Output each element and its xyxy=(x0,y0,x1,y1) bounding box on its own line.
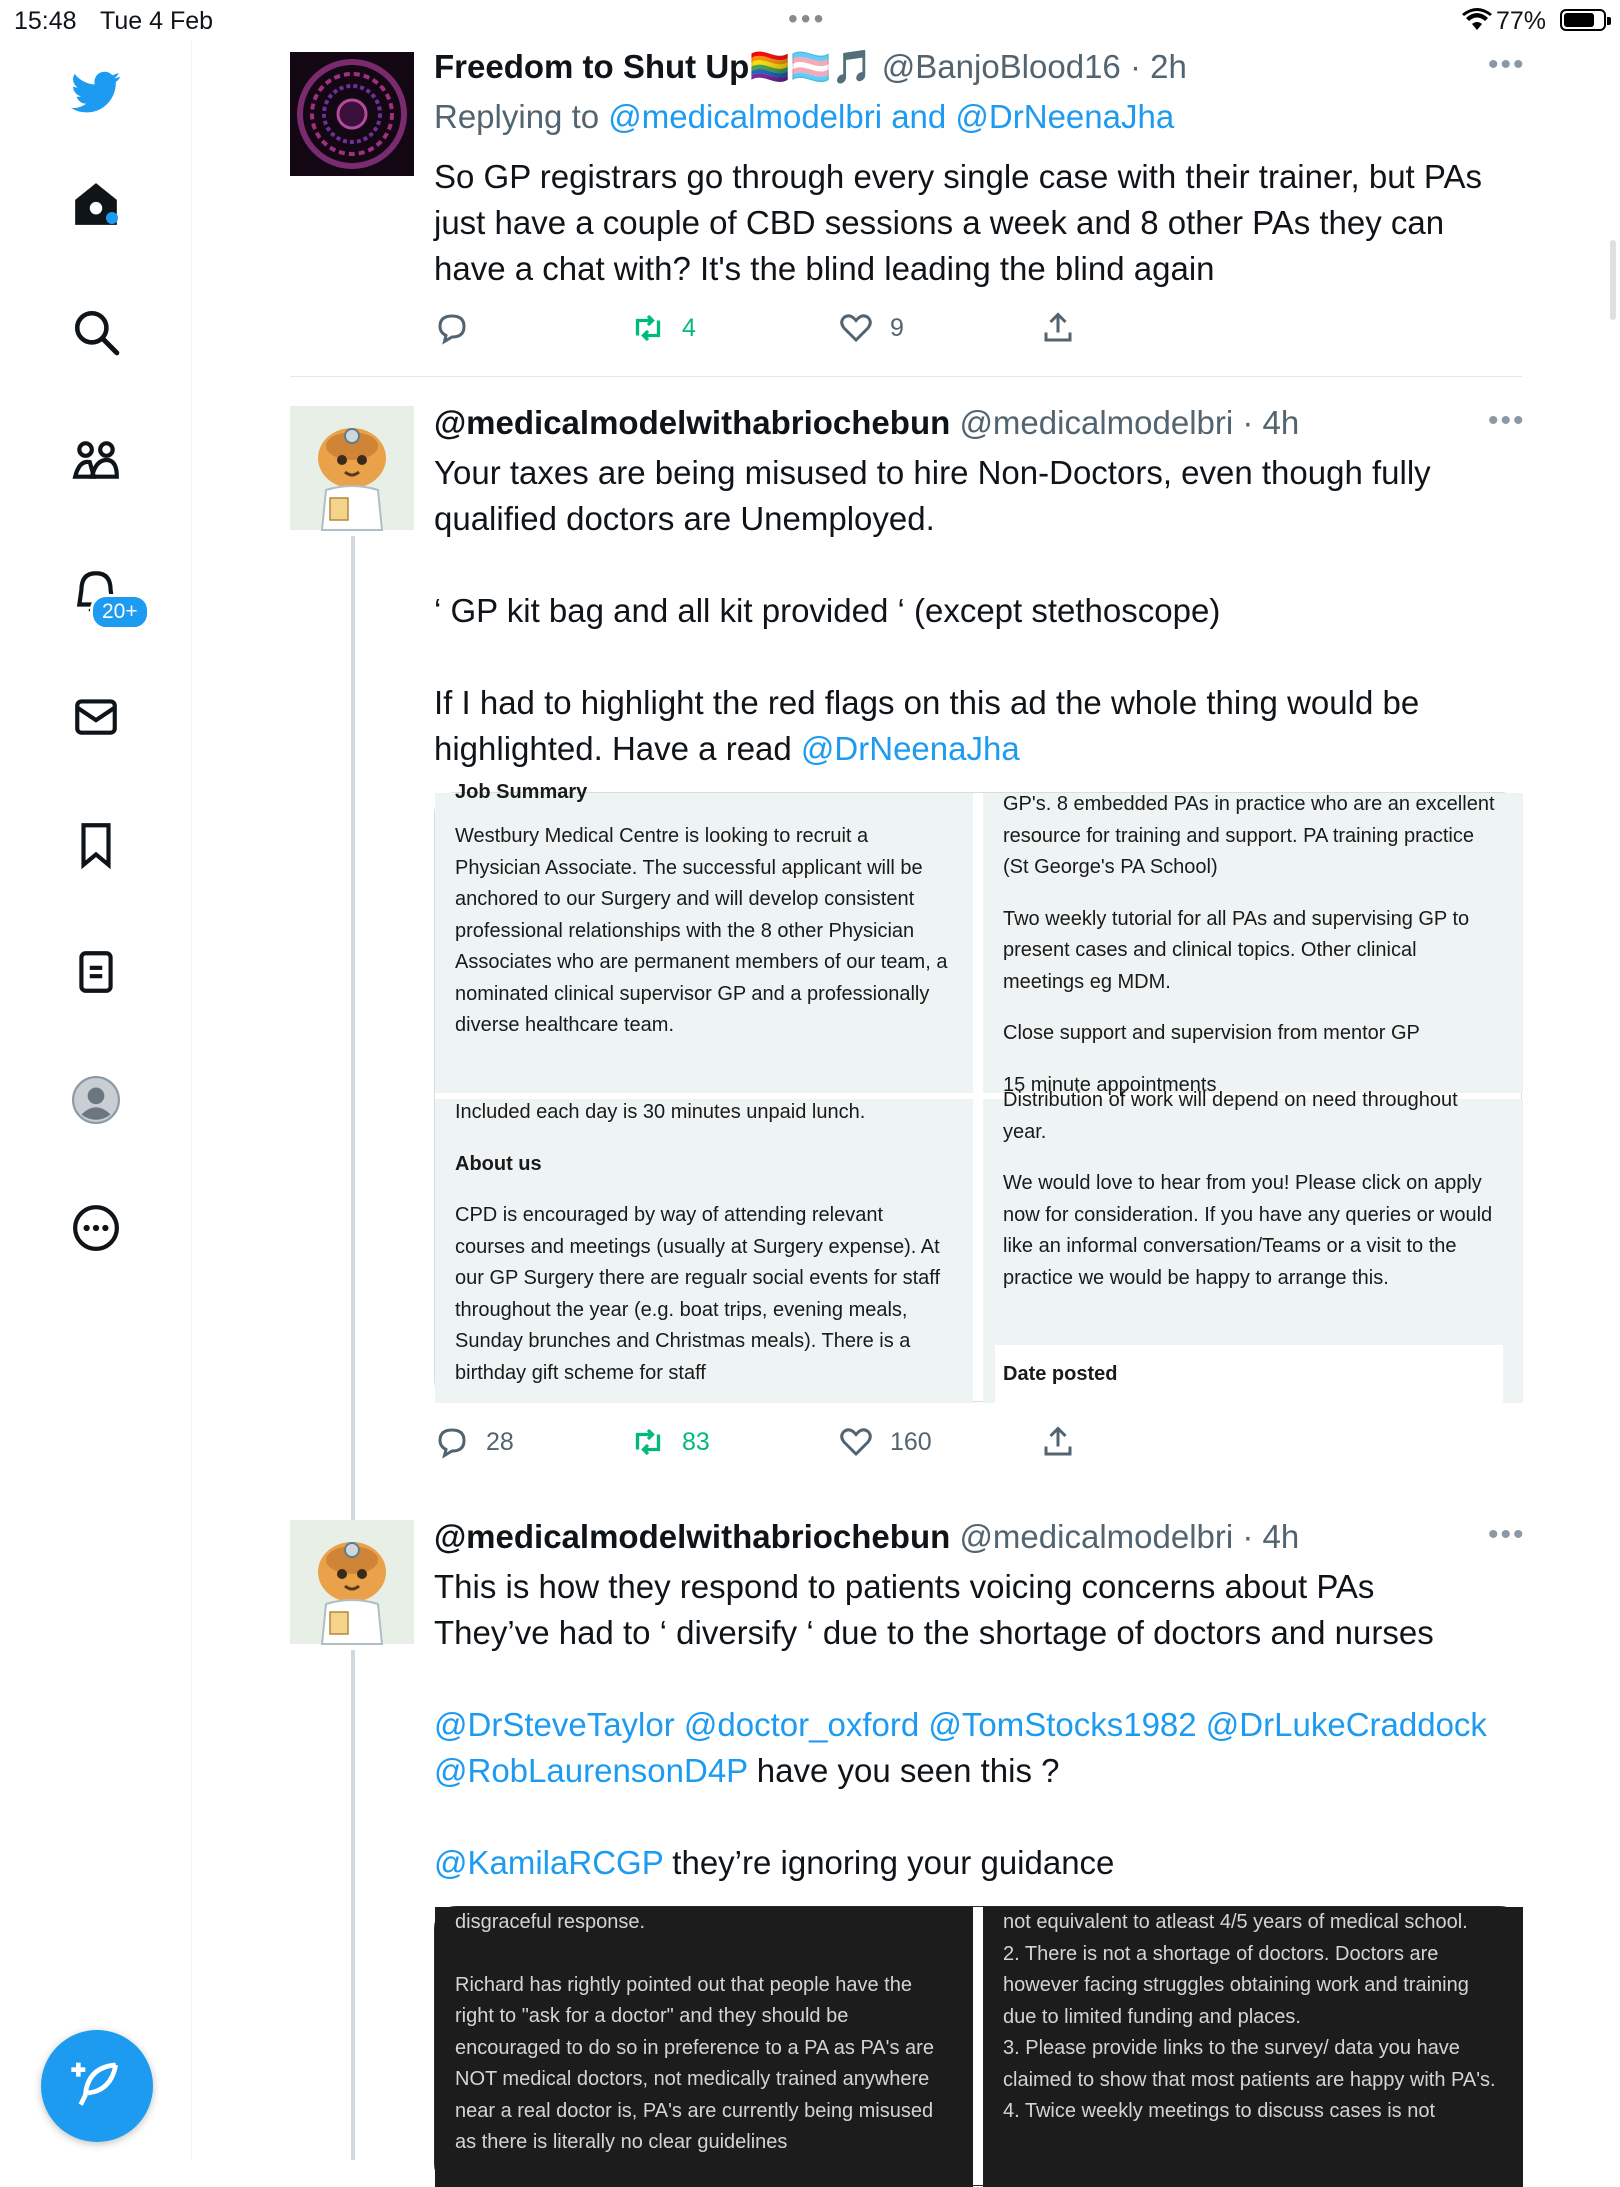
media-paragraph: Close support and supervision from mentor GP xyxy=(1003,1022,1420,1044)
tweet-more-icon[interactable]: ••• xyxy=(1488,1518,1526,1551)
status-date: Tue 4 Feb xyxy=(100,7,214,35)
media-text xyxy=(455,1907,953,2159)
tweet-more-icon[interactable]: ••• xyxy=(1488,404,1526,437)
media-panel xyxy=(983,1089,1523,1403)
media-heading: Date posted xyxy=(1003,1363,1118,1385)
tweet-header xyxy=(434,48,1187,87)
tweet-text-span: they’re ignoring your guidance xyxy=(663,1844,1115,1881)
tweet-text xyxy=(434,1564,1524,1886)
mention-link[interactable]: @RobLaurensonD4P xyxy=(434,1752,748,1789)
share-button[interactable] xyxy=(1040,310,1092,346)
reply-button[interactable] xyxy=(434,1424,514,1460)
tweet-text-span: have you seen this ? xyxy=(747,1752,1060,1789)
media-paragraph: GP's. 8 embedded PAs in practice who are an excellent resource for training and support. PA training practice (St George's PA School) xyxy=(1003,793,1495,878)
like-count: 160 xyxy=(890,1427,932,1456)
battery-percent: 77% xyxy=(1496,7,1547,35)
retweet-icon xyxy=(630,1424,666,1460)
media-text xyxy=(1003,1085,1503,1294)
tweet-text-line: ‘ GP kit bag and all kit provided ‘ (except stethoscope) xyxy=(434,592,1221,629)
status-time: 15:48 xyxy=(14,7,77,35)
tweet-text-line: Your taxes are being misused to hire Non-Doctors, even though fully qualified doctors are Unemployed. xyxy=(434,454,1431,537)
heart-icon xyxy=(838,1424,874,1460)
media-paragraph: CPD is encouraged by way of attending relevant courses and meetings (usually at Surgery expense). At our GP Surgery there are regualr social events for staff throughout the year (e.g. boat trips, evening meals, Sunday brunches and Christmas meals). There is a birthday gift scheme for staff xyxy=(455,1204,941,1384)
mention-link[interactable]: @DrNeenaJha xyxy=(800,730,1020,767)
thread-line xyxy=(351,536,355,1536)
share-icon xyxy=(1040,310,1076,346)
display-name[interactable]: Freedom to Shut Up🏳️‍🌈🏳️‍⚧️🎵 xyxy=(434,48,873,85)
media-panel xyxy=(983,1907,1523,2187)
tweet-header xyxy=(434,404,1299,442)
media-paragraph: Included each day is 30 minutes unpaid lunch. xyxy=(455,1101,866,1123)
media-paragraph: Richard has rightly pointed out that people have the right to "ask for a doctor" and they should be encouraged to do so in preference to a PA as PA's are NOT medical doctors, not medically trained anywhere near a real doctor is, PA's are currently being misused as there is literally no clear guidelines xyxy=(455,1973,934,2153)
handle-time[interactable]: @BanjoBlood16 · 2h xyxy=(881,48,1187,85)
tweet-actions xyxy=(434,1424,1094,1464)
media-date-box xyxy=(995,1345,1503,1405)
mentions-line xyxy=(434,1702,1524,1748)
media-panel xyxy=(983,793,1523,1096)
media-paragraph: not equivalent to atleast 4/5 years of medical school. xyxy=(1003,1911,1468,1933)
notifications-badge: 20+ xyxy=(90,594,150,630)
display-name[interactable]: @medicalmodelwithabriochebun xyxy=(434,404,951,441)
media-cut-heading: Job Summary xyxy=(455,781,588,803)
media-text xyxy=(455,1097,953,1389)
media-panel xyxy=(435,1099,973,1403)
bookmarks-icon[interactable] xyxy=(66,814,126,874)
reply-button[interactable] xyxy=(434,310,486,346)
search-icon[interactable] xyxy=(66,302,126,362)
replying-to xyxy=(434,98,1174,136)
tweet-actions xyxy=(434,310,1094,350)
tweet-text xyxy=(434,450,1524,772)
tweet-divider xyxy=(290,376,1522,377)
handle-time[interactable]: @medicalmodelbri · 4h xyxy=(959,404,1300,441)
share-icon xyxy=(1040,1424,1076,1460)
compose-tweet-button[interactable] xyxy=(41,2030,153,2142)
tweet-text-line: This is how they respond to patients voicing concerns about PAs xyxy=(434,1568,1375,1605)
retweet-button[interactable] xyxy=(630,310,696,346)
media-text xyxy=(1003,789,1503,1101)
mention-link[interactable]: @DrSteveTaylor @doctor_oxford @TomStocks1982 @DrLukeCraddock xyxy=(434,1706,1487,1743)
retweet-icon xyxy=(630,310,666,346)
tweet-text-line: They’ve had to ‘ diversify ‘ due to the shortage of doctors and nurses xyxy=(434,1614,1434,1651)
tweet-text: So GP registrars go through every single case with their trainer, but PAs just have a couple of CBD sessions a week and 8 other PAs they can have a chat with? It's the blind leading the blind again xyxy=(434,158,1482,287)
tweet-more-icon[interactable]: ••• xyxy=(1488,48,1526,81)
reply-count: 28 xyxy=(486,1427,514,1456)
media-panel xyxy=(435,1907,973,2187)
home-icon[interactable] xyxy=(66,174,126,234)
media-paragraph: Distribution of work will depend on need throughout year. xyxy=(1003,1089,1458,1143)
media-paragraph: 3. Please provide links to the survey/ data you have claimed to show that most patients are happy with PA's. xyxy=(1003,2037,1496,2091)
mention-link[interactable]: @KamilaRCGP xyxy=(434,1844,664,1881)
lists-icon[interactable] xyxy=(66,942,126,1002)
media-paragraph: 2. There is not a shortage of doctors. Doctors are however facing struggles obtaining work and training due to limited funding and places. xyxy=(1003,1942,1469,2028)
tweet-text-span: If I had to highlight the red flags on this ad the whole thing would be highlighted. Have a read xyxy=(434,684,1420,767)
wifi-icon xyxy=(1462,8,1492,39)
scrollbar[interactable] xyxy=(1610,240,1616,320)
retweet-button[interactable] xyxy=(630,1424,710,1460)
avatar[interactable] xyxy=(290,1520,414,1644)
reply-icon xyxy=(434,310,470,346)
handle-time[interactable]: @medicalmodelbri · 4h xyxy=(959,1518,1300,1555)
tweet-header xyxy=(434,1518,1299,1556)
avatar[interactable] xyxy=(290,52,414,176)
status-bar xyxy=(0,0,1620,40)
media-paragraph: We would love to hear from you! Please click on apply now for consideration. If you have any queries or would like an informal conversation/Teams or a visit to the practice we would be happy to arrange this. xyxy=(1003,1172,1493,1289)
messages-icon[interactable] xyxy=(66,686,126,746)
tweet-media-image[interactable] xyxy=(434,1906,1522,2186)
communities-icon[interactable] xyxy=(66,430,126,490)
media-paragraph: 15 minute appointments xyxy=(1003,1073,1217,1096)
tweet-text-line xyxy=(434,1840,1524,1886)
media-panel xyxy=(435,781,973,1093)
twitter-logo-icon[interactable] xyxy=(66,62,126,122)
like-button[interactable] xyxy=(838,1424,932,1460)
media-heading: About us xyxy=(455,1152,542,1175)
more-icon[interactable] xyxy=(66,1198,126,1258)
tweet-text-line xyxy=(434,1748,1524,1794)
heart-icon xyxy=(838,310,874,346)
profile-icon[interactable] xyxy=(66,1070,126,1130)
reply-icon xyxy=(434,1424,470,1460)
compose-feather-icon xyxy=(69,2058,125,2114)
sidebar xyxy=(0,40,192,2160)
thread-line xyxy=(351,1650,355,2160)
retweet-count: 83 xyxy=(682,1427,710,1456)
replying-to-label: Replying to xyxy=(434,98,609,135)
media-text: Westbury Medical Centre is looking to recruit a Physician Associate. The successful applicant will be anchored to our Surgery and will develop consistent professional relationships with the 8 other Physician Associates who are permanent members of our team, a nominated clinical supervisor GP and a professionally diverse healthcare team. xyxy=(455,825,948,1036)
media-paragraph: 4. Twice weekly meetings to discuss cases is not xyxy=(1003,2100,1436,2122)
tweet-media-image[interactable] xyxy=(434,781,1522,1402)
like-button[interactable] xyxy=(838,310,904,346)
tweet-text-line xyxy=(434,680,1524,772)
multitask-dots-icon[interactable]: ••• xyxy=(788,3,827,34)
replying-to-users[interactable]: @medicalmodelbri and @DrNeenaJha xyxy=(608,98,1175,135)
retweet-count: 4 xyxy=(682,313,696,342)
share-button[interactable] xyxy=(1040,1424,1092,1460)
avatar[interactable] xyxy=(290,406,414,530)
battery-icon xyxy=(1560,9,1606,31)
display-name[interactable]: @medicalmodelwithabriochebun xyxy=(434,1518,951,1555)
media-text xyxy=(1003,1907,1503,2128)
media-paragraph: disgraceful response. xyxy=(455,1911,646,1933)
home-unread-dot xyxy=(106,212,118,224)
media-paragraph: Two weekly tutorial for all PAs and supervising GP to present cases and clinical topics. Other clinical meetings eg MDM. xyxy=(1003,907,1470,993)
like-count: 9 xyxy=(890,313,904,342)
